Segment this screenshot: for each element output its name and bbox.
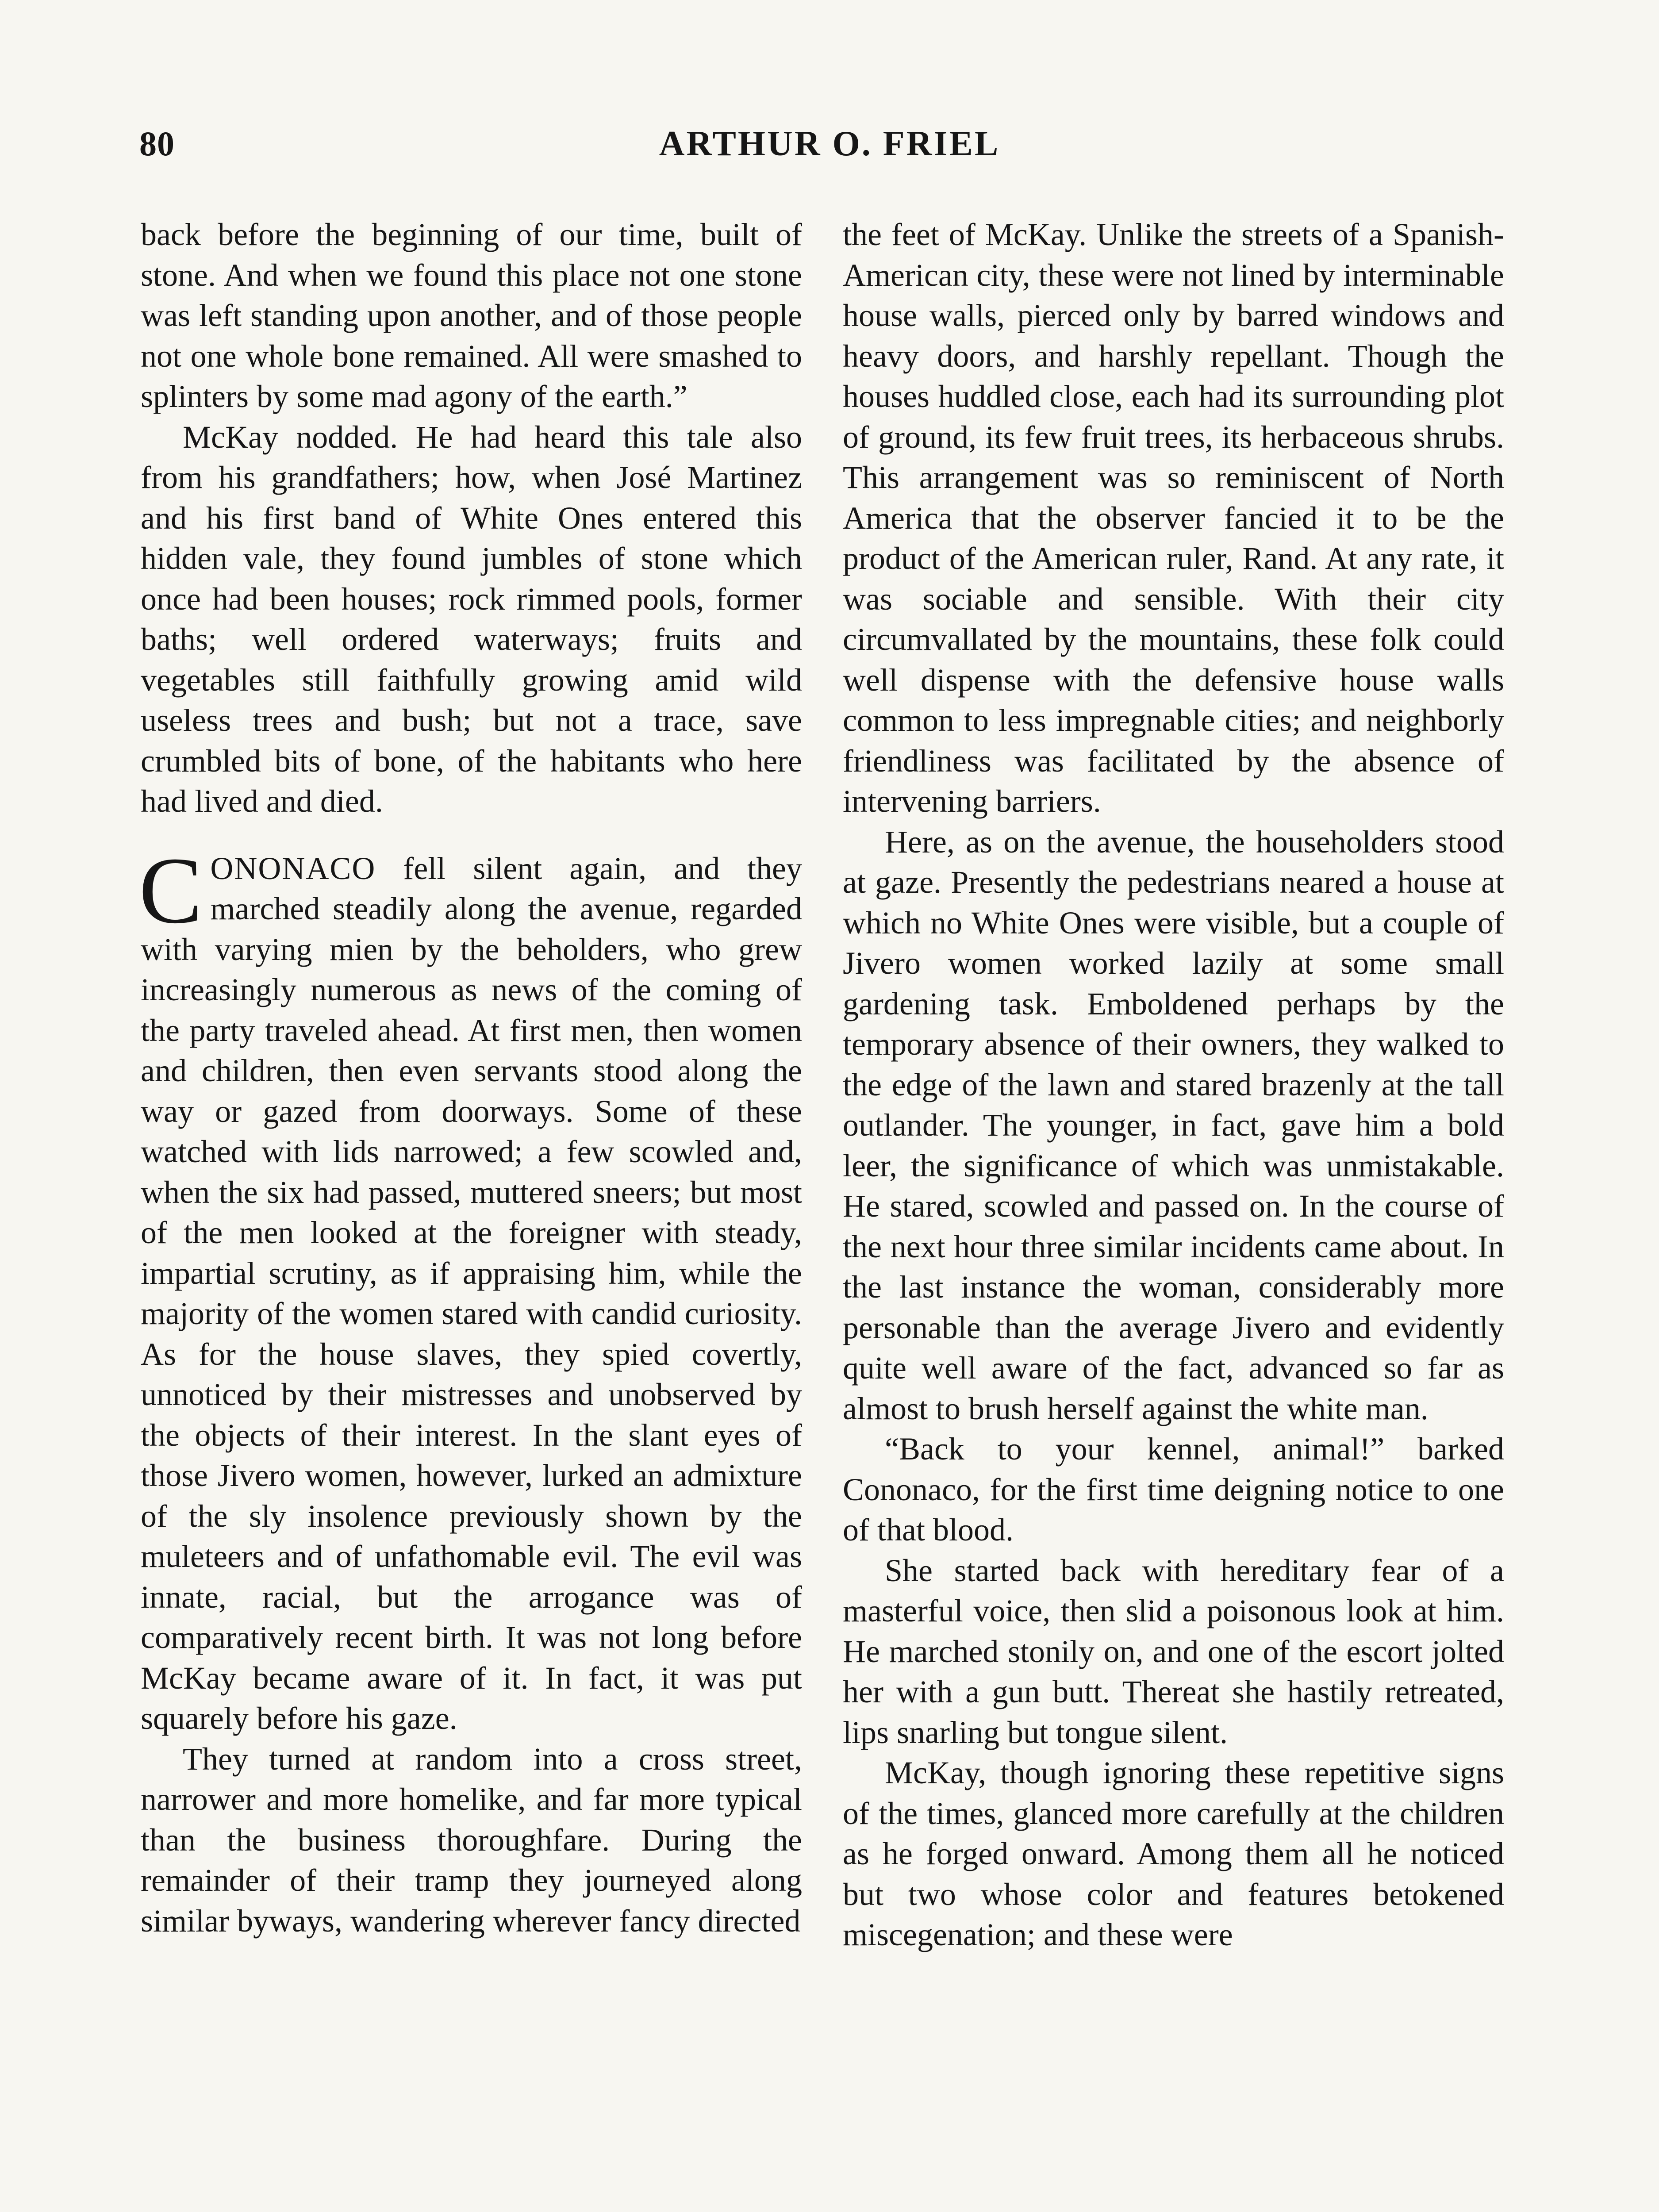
- section-lead-word: ONONACO: [210, 850, 376, 886]
- right-paragraph-5: McKay, though ignoring these repetitive signs of the times, glanced more carefully at the children as he forged onward. Among them all he noticed but two whose color and features betokened miscegenation; and these were: [843, 1755, 1504, 1952]
- left-paragraph-3: [139, 837, 802, 1739]
- page-number: 80: [139, 124, 175, 163]
- right-paragraph-4: She started back with hereditary fear of a masterful voice, then slid a poisonous look at him. He marched stonily on, and one of the escort jolted her with a gun butt. Thereat she hastily retreated, lips snarling but tongue silent.: [843, 1552, 1504, 1750]
- left-paragraph-2: McKay nodded. He had heard this tale also from his grandfathers; how, when José Martinez and his first band of White Ones entered this hidden vale, they found jumbles of stone which once had been houses; rock rimmed pools, former baths; well ordered waterways; fruits and vegetables still faithfully growing amid wild useless trees and bush; but not a trace, save crumbled bits of bone, of the habitants who here had lived and died.: [141, 419, 802, 819]
- right-paragraph-1: the feet of McKay. Unlike the streets of a Spanish-American city, these were not lined by interminable house walls, pierced only by barred windows and heavy doors, and harshly repellant. Though the houses huddled close, each had its surrounding plot of ground, its few fruit trees, its herbaceous shrubs. This arrangement was so reminiscent of North America that the observer fancied it to be the product of the American ruler, Rand. At any rate, it was sociable and sensible. With their city circumvallated by the mountains, these folk could well dispense with the defensive house walls common to less impregnable cities; and neighborly friendliness was facilitated by the absence of intervening barriers.: [843, 217, 1504, 819]
- right-paragraph-3: “Back to your kennel, animal!” barked Cononaco, for the first time deigning notice to one of that blood.: [843, 1431, 1504, 1548]
- left-column: [141, 215, 802, 1941]
- running-head: ARTHUR O. FRIEL: [659, 124, 1000, 163]
- drop-cap: C: [139, 837, 203, 943]
- right-column: [843, 215, 1504, 1955]
- right-paragraph-2: Here, as on the avenue, the householders stood at gaze. Presently the pedestrians neared a house at which no White Ones were visible, but a couple of Jivero women worked lazily at some small gardening task. Emboldened perhaps by the temporary absence of their owners, they walked to the edge of the lawn and stared brazenly at the tall outlander. The younger, in fact, gave him a bold leer, the significance of which was unmistakable. He stared, scowled and passed on. In the course of the next hour three similar incidents came about. In the last instance the woman, considerably more personable than the average Jivero and evidently quite well aware of the fact, advanced so far as almost to brush herself against the white man.: [843, 824, 1504, 1426]
- left-paragraph-4: They turned at random into a cross street, narrower and more homelike, and far more typical than the business thoroughfare. During the remainder of their tramp they journeyed along similar byways, wandering wherever fancy directed: [141, 1741, 802, 1939]
- left-paragraph-3-body: fell silent again, and they marched steadily along the avenue, regarded with varying mien by the beholders, who grew increasingly numerous as news of the coming of the party traveled ahead. At first men, then women and children, then even servants stood along the way or gazed from doorways. Some of these watched with lids narrowed; a few scowled and, when the six had passed, muttered sneers; but most of the men looked at the foreigner with steady, impartial scrutiny, as if appraising him, while the majority of the women stared with candid curiosity. As for the house slaves, they spied covertly, unnoticed by their mistresses and unobserved by the objects of their interest. In the slant eyes of those Jivero women, however, lurked an admixture of the sly insolence previously shown by the muleteers and of unfathomable evil. The evil was innate, racial, but the arrogance was of comparatively recent birth. It was not long before McKay became aware of it. In fact, it was put squarely before his gaze.: [141, 850, 802, 1736]
- left-paragraph-1: back before the beginning of our time, built of stone. And when we found this place not one stone was left standing upon another, and of those people not one whole bone remained. All were smashed to splinters by some mad agony of the earth.”: [141, 217, 802, 414]
- page-header: [139, 124, 1520, 177]
